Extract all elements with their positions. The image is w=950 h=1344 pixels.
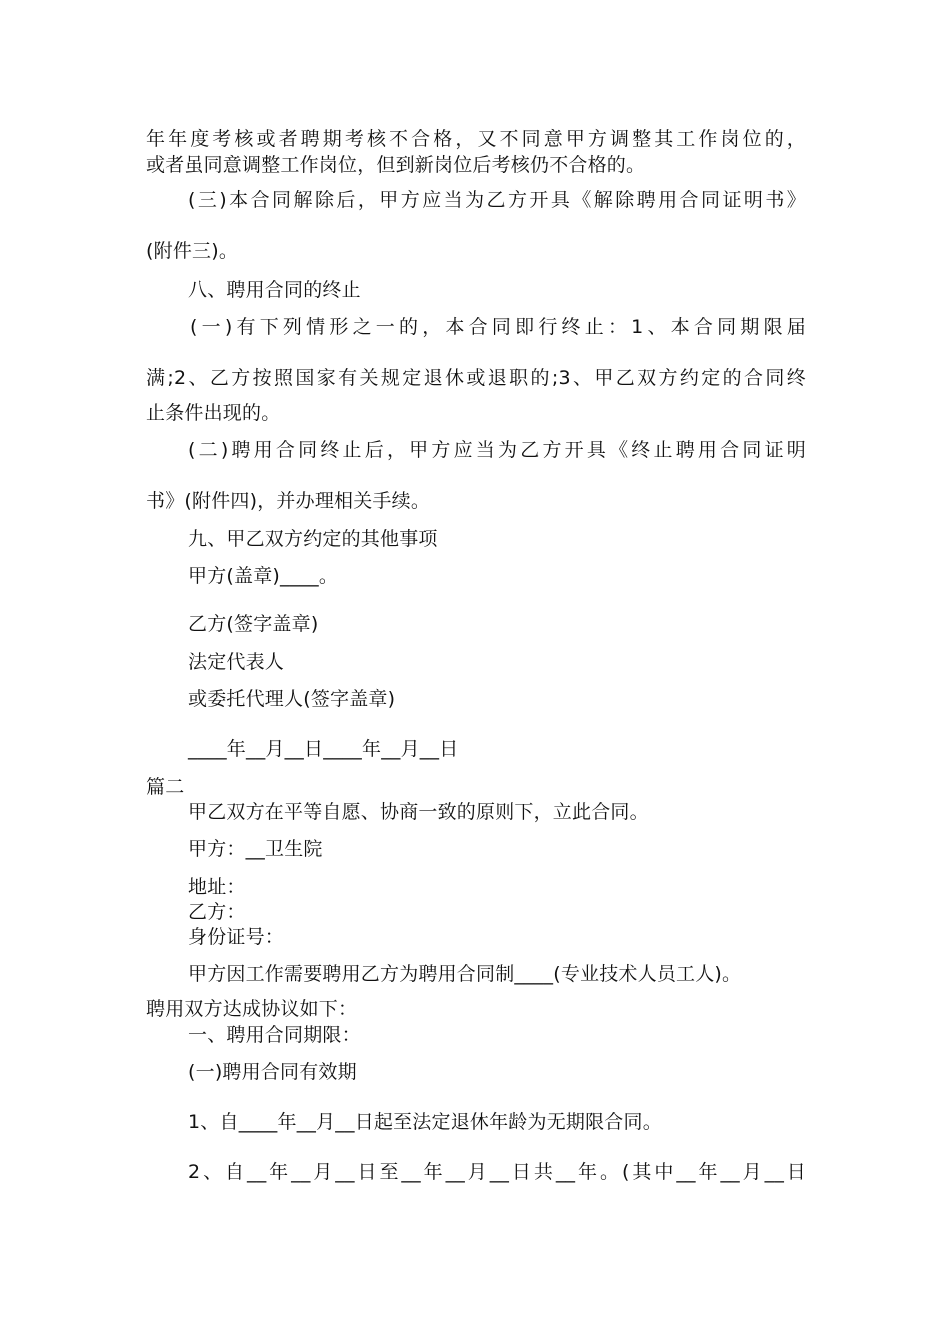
text-line: 1、自____年__月__日起至法定退休年龄为无期限合同。 <box>188 1111 662 1133</box>
text-line: (一)有下列情形之一的，本合同即行终止：1、本合同期限届 <box>190 316 806 338</box>
text-line: 乙方： <box>188 901 246 923</box>
text-line: 乙方(签字盖章) <box>188 613 319 635</box>
text-line: 或者虽同意调整工作岗位，但到新岗位后考核仍不合格的。 <box>146 154 646 176</box>
section-heading: 八、聘用合同的终止 <box>188 279 361 301</box>
text-line: 法定代表人 <box>188 651 285 673</box>
text-line: 2、自__年__月__日至__年__月__日共__年。(其中__年__月__日 <box>188 1161 806 1183</box>
text-line: (附件三)。 <box>146 240 239 262</box>
text-line: 甲方因工作需要聘用乙方为聘用合同制____(专业技术人员工人)。 <box>188 963 742 985</box>
section-heading: 九、甲乙双方约定的其他事项 <box>188 528 438 550</box>
text-line: 或委托代理人(签字盖章) <box>188 688 396 710</box>
text-line: (三)本合同解除后，甲方应当为乙方开具《解除聘用合同证明书》 <box>188 189 806 211</box>
text-line: 身份证号： <box>188 926 285 948</box>
text-line: (二)聘用合同终止后，甲方应当为乙方开具《终止聘用合同证明 <box>188 439 806 461</box>
section-title: 篇二 <box>146 776 185 798</box>
text-line: 地址： <box>188 876 246 898</box>
text-line: 聘用双方达成协议如下： <box>146 998 358 1020</box>
section-heading: 一、聘用合同期限： <box>188 1024 361 1046</box>
text-line: 甲方(盖章)____。 <box>188 565 339 587</box>
text-line: 满;2、乙方按照国家有关规定退休或退职的;3、甲乙双方约定的合同终 <box>146 367 806 389</box>
text-line: (一)聘用合同有效期 <box>188 1061 357 1083</box>
text-line: 书》(附件四)，并办理相关手续。 <box>146 490 431 512</box>
text-line: 甲乙双方在平等自愿、协商一致的原则下，立此合同。 <box>188 801 649 823</box>
text-line: 年年度考核或者聘期考核不合格，又不同意甲方调整其工作岗位的， <box>146 128 806 150</box>
text-line: 止条件出现的。 <box>146 402 281 424</box>
date-line: ____年__月__日____年__月__日 <box>188 738 459 760</box>
text-line: 甲方：__卫生院 <box>188 838 323 860</box>
